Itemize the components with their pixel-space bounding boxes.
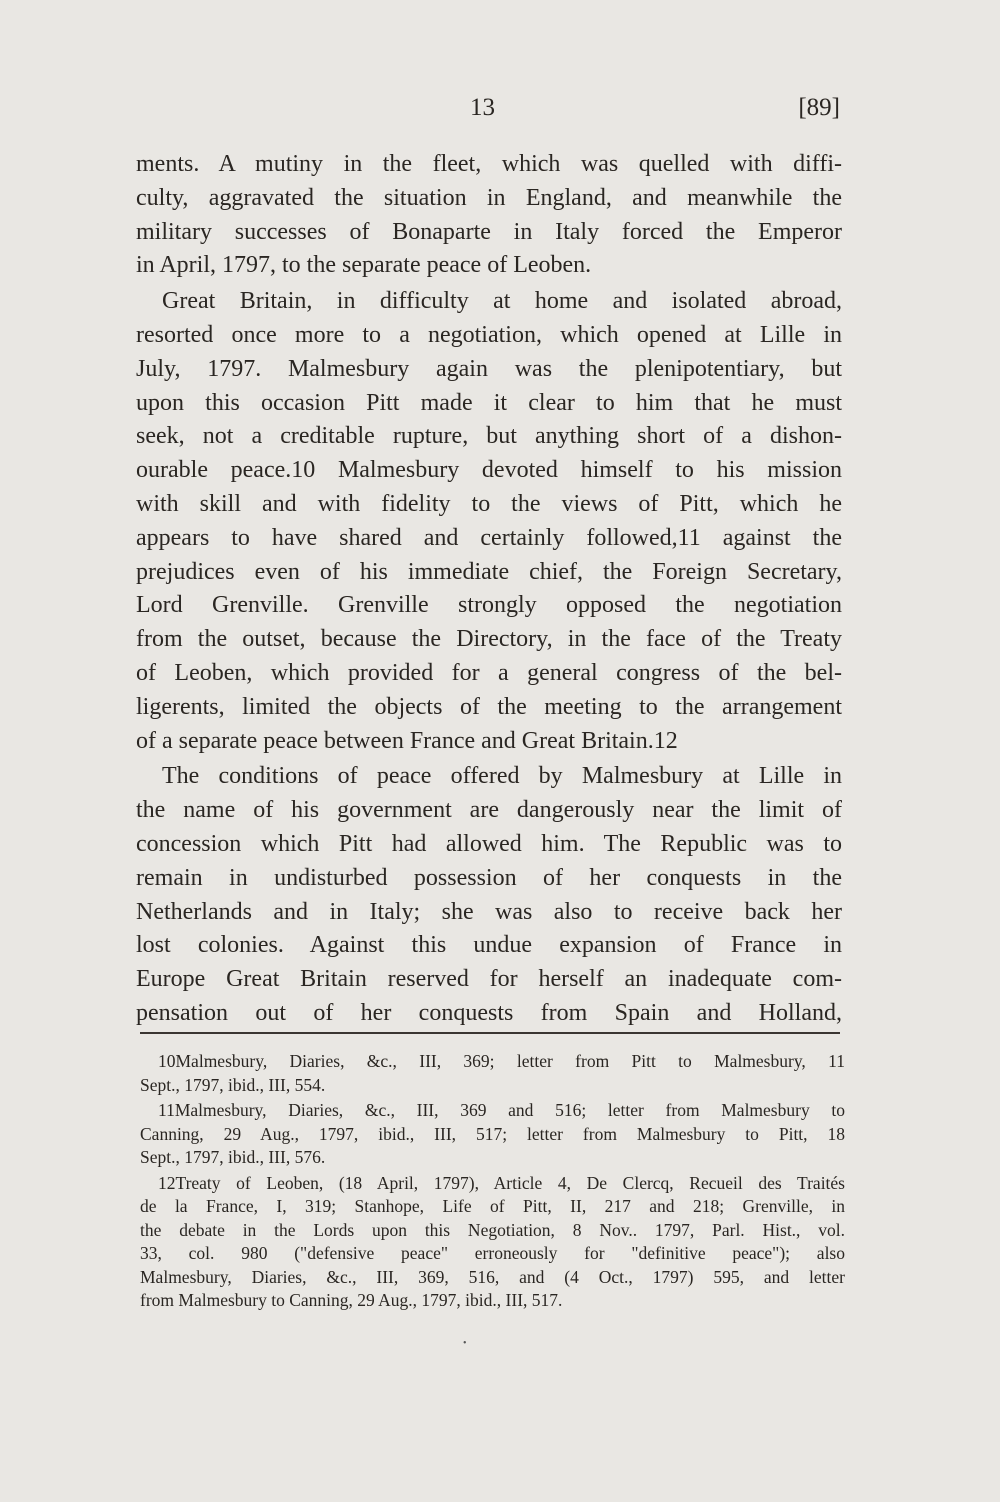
footnote-11 [140,1099,845,1170]
body-line: appears to have shared and certainly followed,11 against the [136,524,842,551]
body-line: seek, not a creditable rupture, but anything short of a dishon- [136,423,842,450]
body-line: military successes of Bonaparte in Italy forced the Emperor [136,218,842,245]
body-text [136,148,842,1031]
body-line: July, 1797. Malmesbury again was the plenipotentiary, but [136,355,842,382]
body-line: from the outset, because the Directory, in the face of the Treaty [136,626,842,653]
footnote-divider [140,1032,840,1034]
body-line: resorted once more to a negotiation, which opened at Lille in [136,321,842,348]
body-line: pensation out of her conquests from Spain and Holland, [136,999,842,1026]
body-line: concession which Pitt had allowed him. The Republic was to [136,830,842,857]
footnote-line: 11Malmesbury, Diaries, &c., III, 369 and 516; letter from Malmesbury to [158,1100,845,1120]
page-number: 13 [470,94,495,121]
body-line: of a separate peace between France and Great Britain.12 [136,727,678,754]
footnote-line: 33, col. 980 ("defensive peace" erroneously for "definitive peace"); also [140,1243,845,1263]
body-line: ourable peace.10 Malmesbury devoted himself to his mission [136,457,842,484]
body-line: in April, 1797, to the separate peace of Leoben. [136,252,592,279]
body-line: The conditions of peace offered by Malmesbury at Lille in [162,763,842,790]
footnote-line: 10Malmesbury, Diaries, &c., III, 369; letter from Pitt to Malmesbury, 11 [158,1051,845,1071]
footnote-line: de la France, I, 319; Stanhope, Life of Pitt, II, 217 and 218; Grenville, in [140,1196,845,1216]
footnote-10 [140,1050,845,1097]
body-line: the name of his government are dangerously near the limit of [136,797,842,824]
body-line: of Leoben, which provided for a general congress of the bel- [136,659,842,686]
ink-speck: • [463,1338,467,1349]
footnote-12 [140,1172,845,1313]
body-line: Netherlands and in Italy; she was also to receive back her [136,898,842,925]
footnote-line: Canning, 29 Aug., 1797, ibid., III, 517; letter from Malmesbury to Pitt, 18 [140,1123,845,1144]
footnote-line: from Malmesbury to Canning, 29 Aug., 1797, ibid., III, 517. [140,1290,563,1310]
footnote-line: the debate in the Lords upon this Negotiation, 8 Nov.. 1797, Parl. Hist., vol. [140,1219,845,1240]
body-line: lost colonies. Against this undue expansion of France in [136,932,842,959]
body-line: ments. A mutiny in the fleet, which was quelled with diffi- [136,151,842,177]
bracketed-page-number: [89] [798,94,840,121]
footnote-line: Sept., 1797, ibid., III, 576. [140,1147,326,1167]
body-line: ligerents, limited the objects of the meeting to the arrangement [136,693,842,720]
body-line: Lord Grenville. Grenville strongly opposed the negotiation [136,592,842,619]
footnote-line: 12Treaty of Leoben, (18 April, 1797), Article 4, De Clercq, Recueil des Traités [158,1172,845,1193]
body-line: remain in undisturbed possession of her conquests in the [136,864,842,891]
footnote-line: Malmesbury, Diaries, &c., III, 369, 516, and (4 Oct., 1797) 595, and letter [140,1266,845,1287]
body-line: upon this occasion Pitt made it clear to him that he must [136,389,842,416]
body-line: prejudices even of his immediate chief, the Foreign Secretary, [136,558,842,585]
running-header [140,94,840,128]
footnote-line: Sept., 1797, ibid., III, 554. [140,1074,326,1095]
body-line: with skill and with fidelity to the views of Pitt, which he [136,490,842,517]
footnotes [140,1050,845,1315]
body-line: Great Britain, in difficulty at home and isolated abroad, [162,288,842,315]
body-line: Europe Great Britain reserved for herself an inadequate com- [136,966,842,993]
body-line: culty, aggravated the situation in England, and meanwhile the [136,184,842,211]
